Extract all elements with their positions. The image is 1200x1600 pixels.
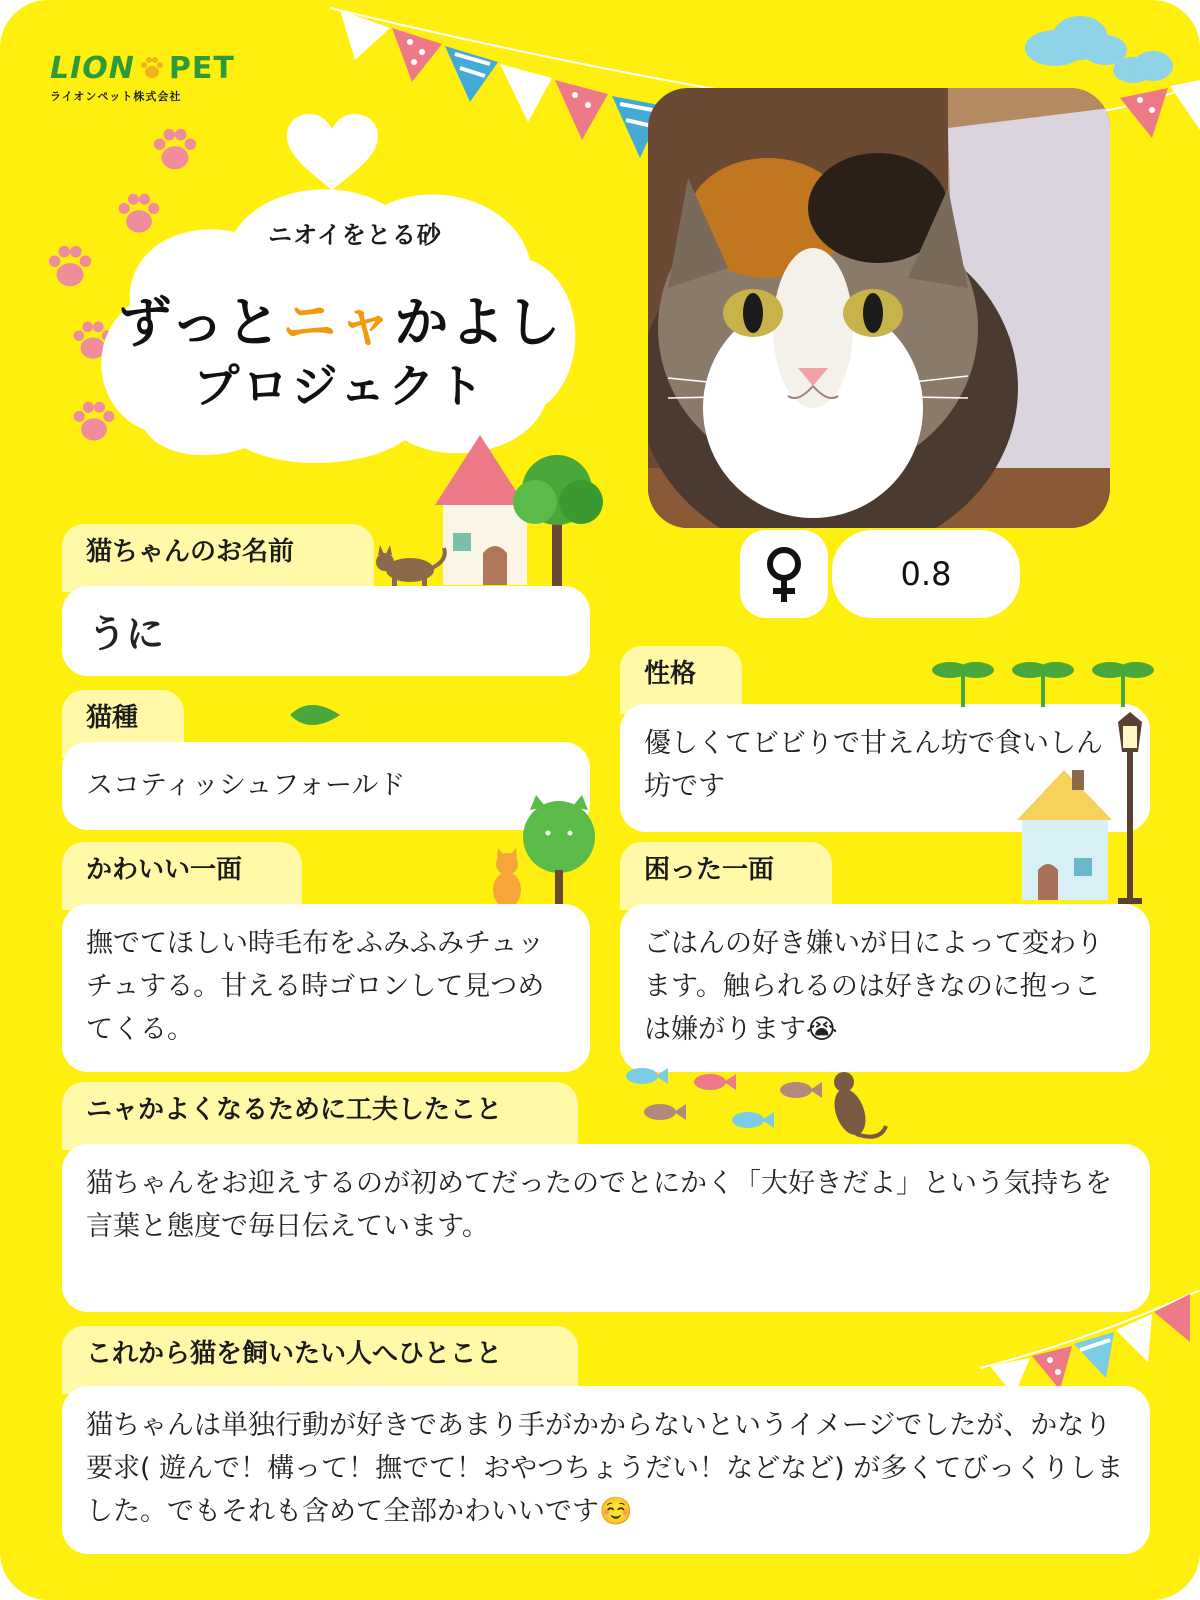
leaf-icon bbox=[285, 695, 345, 735]
cute-side-label: かわいい一面 bbox=[62, 842, 302, 910]
gender-badge bbox=[740, 530, 828, 618]
trouble-side-value: ごはんの好き嫌いが日によって変わります。触られるのは好きなのに抱っこは嫌がります😭 bbox=[620, 904, 1150, 1072]
house-icon bbox=[1012, 770, 1117, 900]
name-label: 猫ちゃんのお名前 bbox=[62, 524, 374, 592]
product-name: ニオイをとる砂 bbox=[268, 221, 442, 249]
cat-photo bbox=[648, 88, 1110, 528]
title-highlight: ニャ bbox=[282, 291, 395, 354]
paw-print-icon bbox=[139, 55, 165, 81]
personality-value: 優しくてビビりで甘えん坊で食いしん坊です bbox=[620, 704, 1150, 832]
sprout-icon bbox=[928, 652, 1158, 707]
title-part-2: かよし bbox=[394, 291, 563, 354]
tree-icon bbox=[518, 795, 600, 905]
title-part-1: ずっと bbox=[117, 291, 283, 354]
advice-label: これから猫を飼いたい人へひとこと bbox=[62, 1326, 578, 1394]
breed-value: スコティッシュフォールド bbox=[62, 742, 590, 830]
logo-lion-text: LION bbox=[50, 51, 135, 86]
effort-value: 猫ちゃんをお迎えするのが初めてだったのでとにかく「大好きだよ」という気持ちを言葉と態度で毎日伝えています。 bbox=[62, 1144, 1150, 1312]
bunting-flag-icon bbox=[980, 1290, 1200, 1400]
project-title-line2: プロジェクト bbox=[193, 359, 487, 413]
cat-silhouette-icon bbox=[490, 848, 524, 908]
effort-label: ニャかよくなるために工夫したこと bbox=[62, 1082, 578, 1150]
trouble-side-label: 困った一面 bbox=[620, 842, 832, 910]
paw-print-icon bbox=[150, 125, 200, 175]
cat-silhouette-icon bbox=[820, 1068, 890, 1148]
cloud-icon bbox=[1108, 46, 1178, 86]
brand-logo bbox=[50, 52, 235, 104]
breed-label: 猫種 bbox=[62, 690, 184, 758]
tree-icon bbox=[505, 440, 610, 590]
personality-label: 性格 bbox=[620, 646, 742, 714]
cat-silhouette-icon bbox=[370, 540, 450, 590]
female-symbol-icon bbox=[740, 530, 828, 618]
cute-side-value: 撫でてほしい時毛布をふみふみチュッチュする。甘える時ゴロンして見つめてくる。 bbox=[62, 904, 590, 1072]
project-title-line1 bbox=[110, 280, 570, 357]
logo-company-name: ライオンペット株式会社 bbox=[50, 90, 182, 103]
age-value: 0.8 bbox=[900, 555, 952, 593]
age-badge bbox=[832, 530, 1020, 618]
name-value: うに bbox=[62, 586, 590, 676]
advice-value: 猫ちゃんは単独行動が好きであまり手がかからないというイメージでしたが、かなり要求( 遊んで！構って！撫でて！おやつちょうだい！などなど) が多くてびっくりしました。でもそれも含めて全部かわいいです☺️ bbox=[62, 1386, 1150, 1554]
logo-pet-text: PET bbox=[168, 51, 235, 86]
